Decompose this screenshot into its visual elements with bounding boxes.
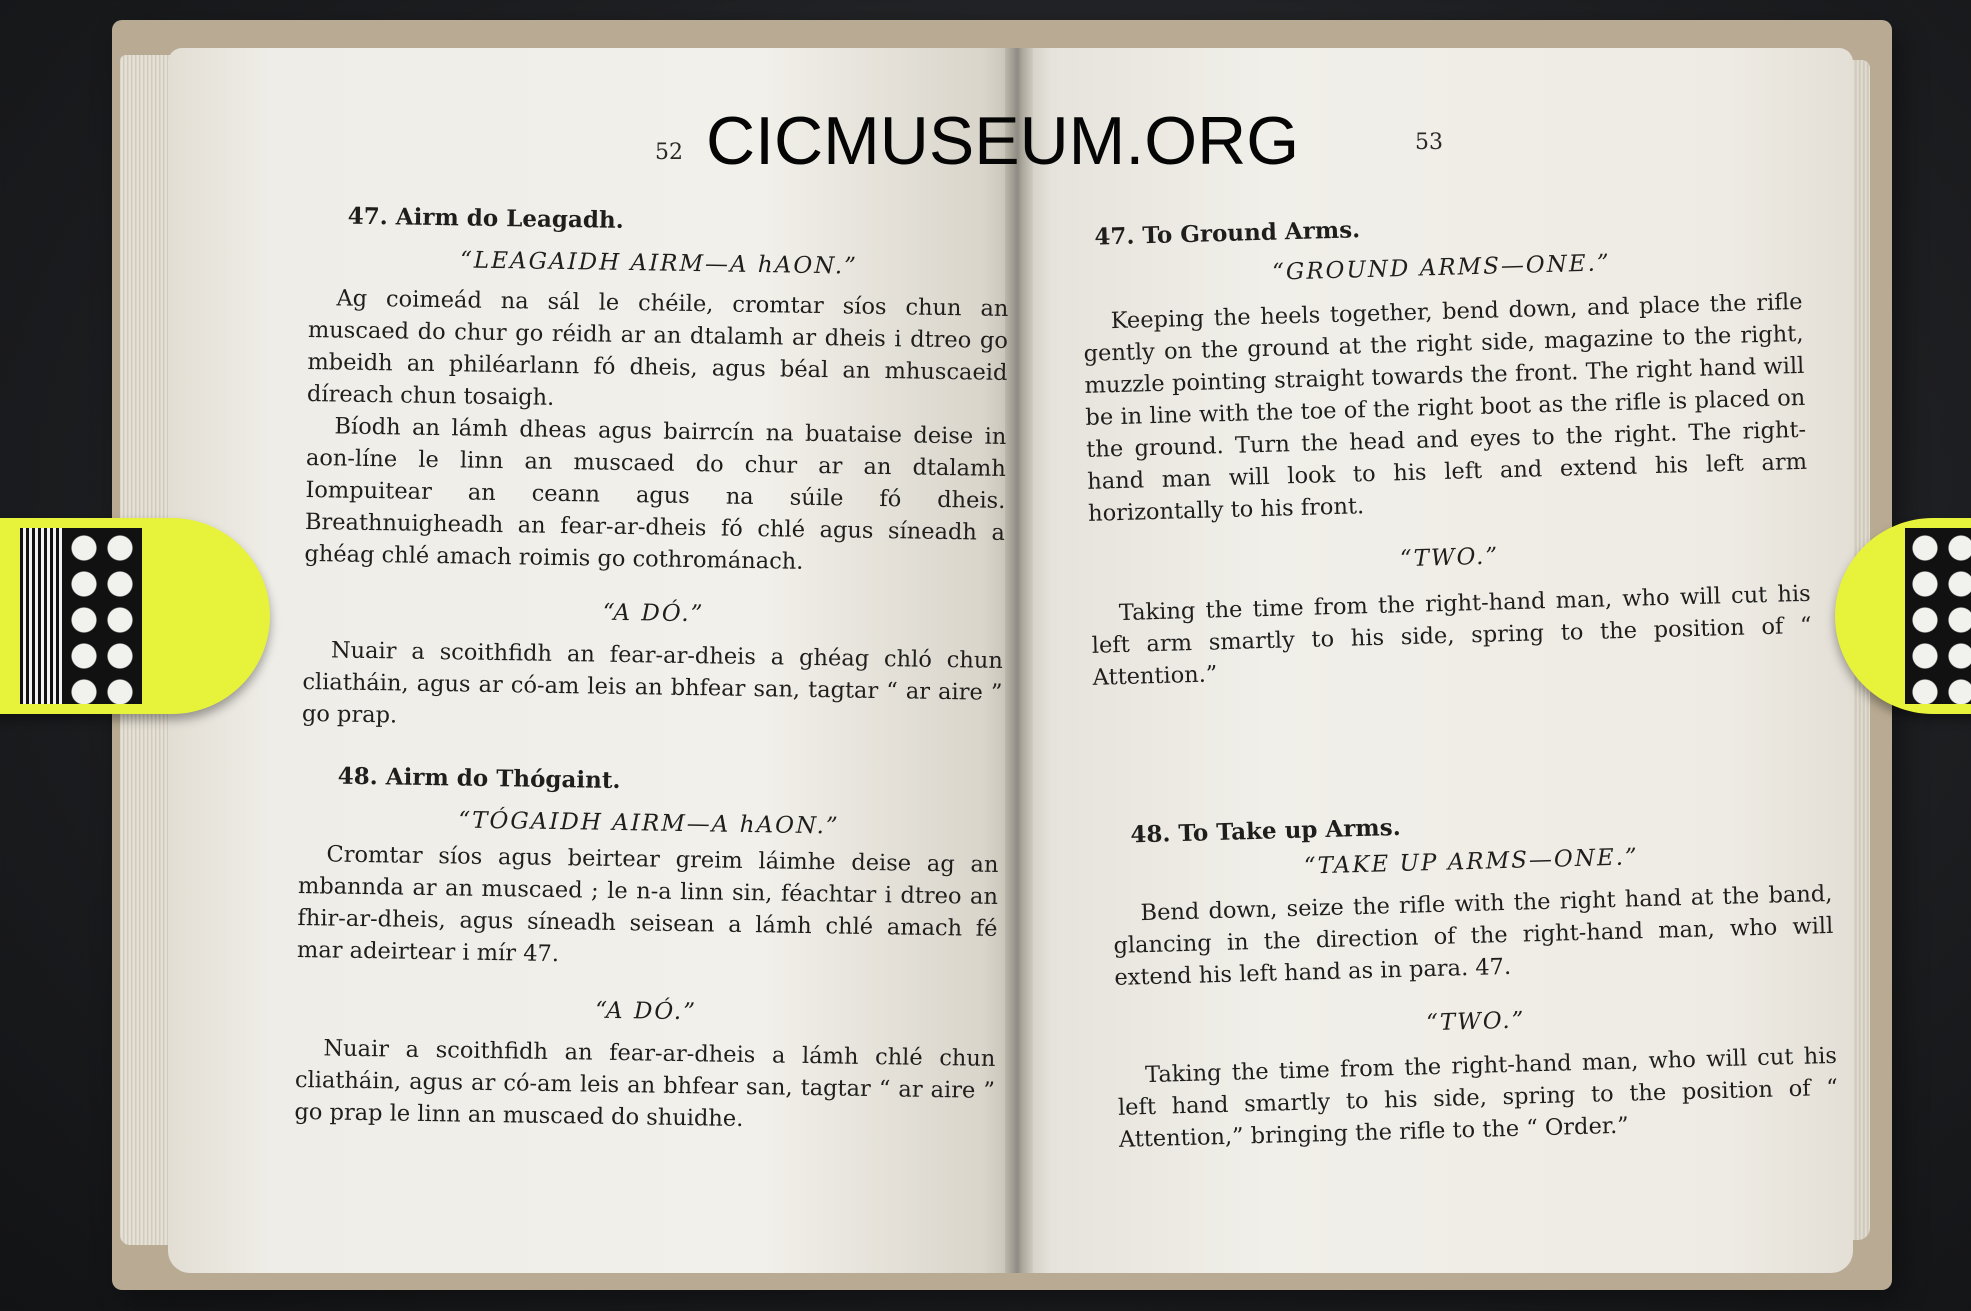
dots-pattern — [1905, 528, 1971, 704]
watermark-text: CICMUSEUM.ORG — [706, 103, 1300, 179]
paragraph: Nuair a scoithfidh an fear-ar-dheis a ghéag chló chun cliatháin, agus ar có-am leis an bhfear san, tagtar “ ar aire ” go prap. — [301, 637, 1004, 729]
page-clip-left[interactable] — [0, 518, 270, 714]
drill-command: “LEAGAIDH AIRM—A hAON.” — [459, 247, 859, 280]
paragraph: Bend down, seize the rifle with the right hand at the band, glancing in the direction of the right-hand man, who will extend his left hand as in para. 47. — [1113, 880, 1834, 991]
paragraph: Keeping the heels together, bend down, and place the rifle gently on the ground at the right side, magazine to the right, muzzle pointing straight towards the front. The right hand will be in line with the toe of the right boot as the rifle is placed on the ground. Turn the head and eyes to the right. The right-hand man will look to his left and extend his left arm horizontally to his front. — [1083, 288, 1808, 527]
drill-command: “TWO.” — [1399, 543, 1500, 573]
right-section-47 — [1080, 202, 1813, 694]
drill-command: “TÓGAIDH AIRM—A hAON.” — [458, 807, 840, 840]
drill-command: “TWO.” — [1425, 1007, 1526, 1037]
paragraph: Taking the time from the right-hand man, who will cut his left arm smartly to his side, spring to the position of “ Attention.” — [1091, 580, 1812, 691]
drill-command: “A DÓ.” — [602, 599, 705, 628]
stripes-pattern — [20, 528, 64, 704]
paragraph: Ag coimeád na sál le chéile, cromtar síos chun an muscaed do chur go réidh ar an dtalamh ar dheis i dtreo go mbeidh an philéarlann fó dheis, agus béal an mhuscaeid díreach chun tosaigh. — [306, 285, 1009, 411]
left-page-number: 52 — [655, 140, 683, 165]
dots-pattern — [64, 528, 142, 704]
paragraph: Nuair a scoithfidh an fear-ar-dheis a lámh chlé chun cliatháin, agus ar có-am leis an bhfear san, tagtar “ ar aire ” go prap le linn an muscaed do shuidhe. — [294, 1035, 996, 1133]
left-section-48 — [294, 760, 1000, 1139]
clip-pattern-icon — [20, 528, 142, 704]
section-heading: 47. To Ground Arms. — [1094, 216, 1361, 251]
paragraph: Bíodh an lámh dheas agus bairrcín na buataise deise in aon-líne le linn an muscaed do chur ar an dtalamh Iompuitear an ceann agus na súile fó dheis. Breathnuigheadh an fear-ar-dheis fó chlé agus síneadh a ghéag chlé amach roimis go cothrománach. — [304, 413, 1007, 575]
paragraph: Taking the time from the right-hand man, who will cut his left hand smartly to his side, spring to the position of “ Attention,” bringing the rifle to the “ Order.” — [1117, 1042, 1839, 1153]
section-heading: 48. Airm do Thógaint. — [337, 762, 621, 795]
section-heading: 48. To Take up Arms. — [1130, 813, 1402, 849]
drill-command: “A DÓ.” — [595, 997, 698, 1026]
right-section-48 — [1110, 800, 1839, 1156]
clip-pattern-icon — [1905, 528, 1971, 704]
left-section-47 — [302, 200, 1010, 741]
paragraph: Cromtar síos agus beirtear greim láimhe deise ag an mbannda ar an muscaed ; le n-a linn sin, féachtar i dtreo an fhir-ar-dheis, agus síneadh seisean a lámh chlé amach fé mar adeirtear i mír 47. — [296, 841, 999, 968]
right-page-number: 53 — [1415, 130, 1443, 155]
drill-command: “TAKE UP ARMS—ONE.” — [1303, 844, 1640, 880]
drill-command: “GROUND ARMS—ONE.” — [1271, 250, 1612, 286]
section-heading: 47. Airm do Leagadh. — [347, 202, 624, 234]
